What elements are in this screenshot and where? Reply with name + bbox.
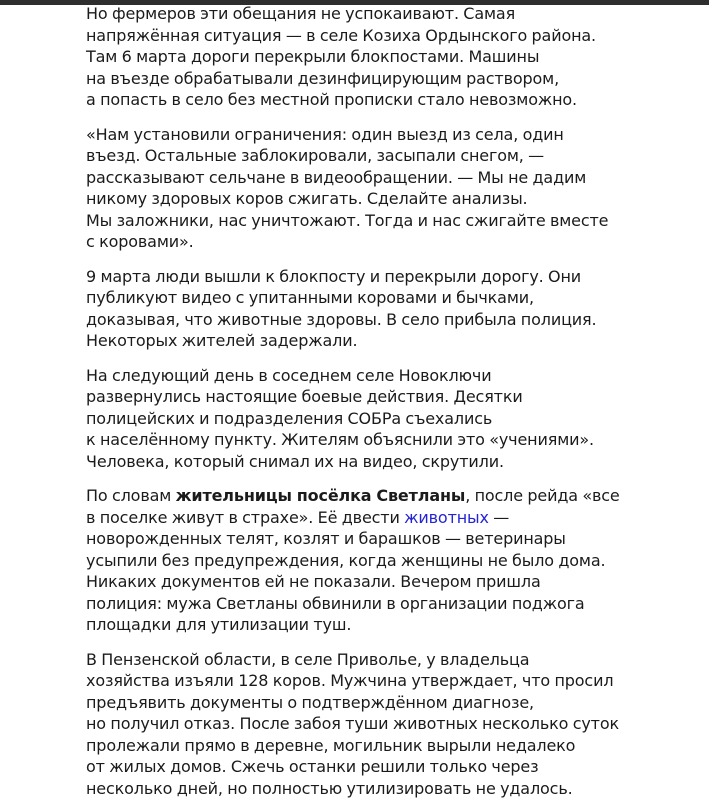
- text-line: несколько дней, но полностью утилизировать не удалось.: [86, 778, 573, 798]
- text-segment: —: [488, 507, 510, 527]
- text-line: развернулись настоящие боевые действия. Десятки: [86, 387, 523, 406]
- text-line: напряжённая ситуация — в селе Козиха Ордынского района.: [86, 25, 596, 45]
- text-line: предъявить документы о подтверждённом диагнозе,: [86, 692, 534, 712]
- text-line: на въезде обрабатывали дезинфицирующим раствором,: [86, 68, 560, 88]
- paragraph-quote: [86, 124, 646, 253]
- animals-link[interactable]: животных: [404, 507, 489, 527]
- article-body: [86, 3, 646, 812]
- text-line: доказывая, что животные здоровы. В село прибыла полиция.: [86, 309, 597, 329]
- text-line: пролежали прямо в деревне, могильник вырыли недалеко: [86, 735, 576, 755]
- text-line: никому здоровых коров сжигать. Сделайте анализы.: [86, 189, 528, 208]
- paragraph-farmers: [86, 3, 646, 111]
- text-line: рассказывают сельчане в видеообращении. — Мы не дадим: [86, 167, 587, 187]
- text-line: от жилых домов. Сжечь останки решили только через: [86, 757, 539, 776]
- text-line: Некоторых жителей задержали.: [86, 331, 358, 350]
- text-line: Там 6 марта дороги перекрыли блокпостами. Машины: [86, 47, 540, 66]
- paragraph-penza: [86, 649, 646, 800]
- text-line: въезд. Остальные заблокировали, засыпали снегом, —: [86, 146, 545, 165]
- text-line: [86, 485, 646, 507]
- text-line: В Пензенской области, в селе Приволье, у владельца: [86, 649, 530, 669]
- text-line: усыпили без предупреждения, когда женщины не было дома.: [86, 550, 606, 570]
- text-line: полиция: мужа Светланы обвинили в организации поджога: [86, 593, 585, 613]
- text-line: площадки для утилизации туш.: [86, 615, 352, 634]
- text-line: [86, 507, 646, 529]
- text-line: Мы заложники, нас уничтожают. Тогда и нас сжигайте вместе: [86, 210, 609, 230]
- text-line: «Нам установили ограничения: один выезд из села, один: [86, 124, 564, 144]
- text-line: хозяйства изъяли 128 коров. Мужчина утверждает, что просил: [86, 671, 614, 690]
- text-line: Никаких документов ей не показали. Вечером пришла: [86, 572, 541, 591]
- text-segment: в поселке живут в страхе». Её двести: [86, 507, 405, 527]
- bold-resident-name: жительницы посёлка Светланы: [175, 486, 466, 505]
- text-line: к населённому пункту. Жителям объяснили это «учениями».: [86, 430, 594, 449]
- text-line: а попасть в село без местной прописки стало невозможно.: [86, 90, 577, 109]
- text-line: новорожденных телят, козлят и барашков — ветеринары: [86, 529, 566, 548]
- text-line: полицейских и подразделения СОБРа съехались: [86, 408, 493, 428]
- text-line: с коровами».: [86, 232, 194, 251]
- text-segment: , после рейда «все: [465, 486, 620, 505]
- paragraph-novoklyuchi: [86, 365, 646, 473]
- paragraph-blockpost: [86, 266, 646, 352]
- text-line: Но фермеров эти обещания не успокаивают. Самая: [86, 4, 516, 23]
- text-segment: По словам: [86, 486, 176, 505]
- paragraph-svetlana: [86, 485, 646, 636]
- text-line: публикуют видео с упитанными коровами и бычками,: [86, 288, 534, 307]
- text-line: Человека, который снимал их на видео, скрутили.: [86, 451, 504, 471]
- text-line: На следующий день в соседнем селе Новоключи: [86, 365, 492, 385]
- text-line: 9 марта люди вышли к блокпосту и перекрыли дорогу. Они: [86, 266, 582, 286]
- text-line: но получил отказ. После забоя туши животных несколько суток: [86, 714, 620, 733]
